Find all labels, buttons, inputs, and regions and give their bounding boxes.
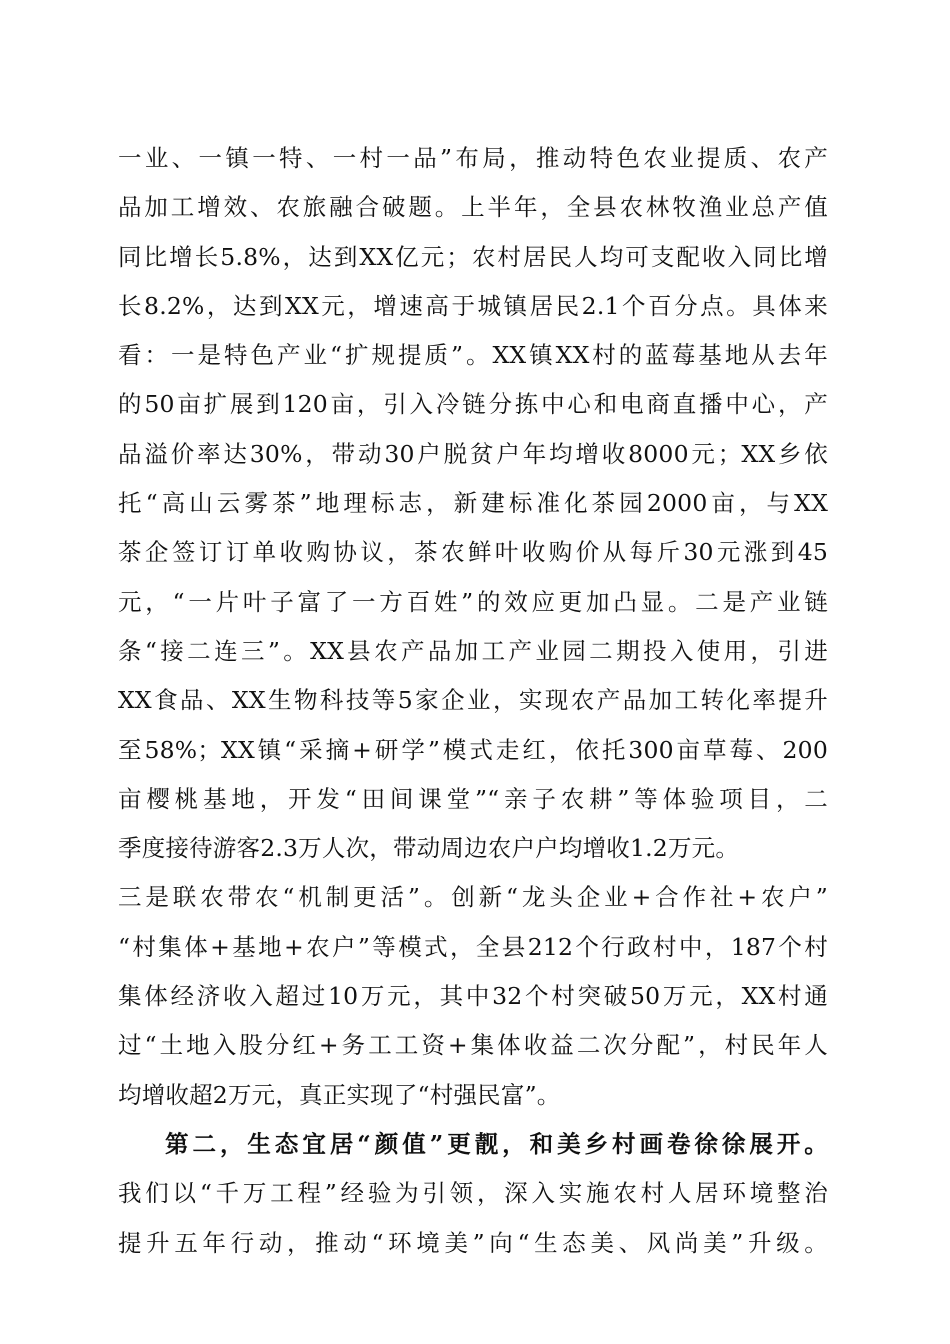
paragraph-line: “村集体+基地+农户”等模式，全县212个行政村中，187个村 [118, 932, 828, 961]
paragraph-line: 季度接待游客2.3万人次，带动周边农户户均增收1.2万元。 [118, 834, 740, 863]
paragraph-line: 看：一是特色产业“扩规提质”。XX镇XX村的蓝莓基地从去年 [118, 341, 828, 370]
paragraph-line: 均增收超2万元，真正实现了“村强民富”。 [118, 1080, 561, 1109]
paragraph-line: 托“高山云雾茶”地理标志，新建标准化茶园2000亩，与XX [118, 489, 828, 518]
section-heading: 第二，生态宜居“颜值”更靓，和美乡村画卷徐徐展开。 [165, 1129, 828, 1158]
body-text [118, 134, 828, 1268]
paragraph-line: 亩樱桃基地，开发“田间课堂”“亲子农耕”等体验项目，二 [118, 784, 828, 813]
paragraph-line: 条“接二连三”。XX县农产品加工产业园二期投入使用，引进 [118, 636, 828, 665]
paragraph-line: 同比增长5.8%，达到XX亿元；农村居民人均可支配收入同比增 [118, 242, 828, 271]
paragraph-line: 提升五年行动，推动“环境美”向“生态美、风尚美”升级。 [118, 1228, 828, 1257]
paragraph-line: 品加工增效、农旅融合破题。上半年，全县农林牧渔业总产值 [118, 193, 828, 222]
paragraph-line: 至58%；XX镇“采摘+研学”模式走红，依托300亩草莓、200 [118, 735, 828, 764]
paragraph-1 [118, 134, 828, 1120]
paragraph-line: 茶企签订订单收购协议，茶农鲜叶收购价从每斤30元涨到45 [118, 538, 828, 567]
paragraph-line: 一业、一镇一特、一村一品”布局，推动特色农业提质、农产 [118, 144, 828, 172]
paragraph-line: 元，“一片叶子富了一方百姓”的效应更加凸显。二是产业链 [118, 587, 828, 616]
paragraph-line: 的50亩扩展到120亩，引入冷链分拣中心和电商直播中心，产 [118, 390, 828, 419]
paragraph-line: 我们以“千万工程”经验为引领，深入实施农村人居环境整治 [118, 1179, 828, 1208]
paragraph-2 [118, 1120, 828, 1268]
paragraph-line: 集体经济收入超过10万元，其中32个村突破50万元，XX村通 [118, 982, 828, 1011]
paragraph-line: 三是联农带农“机制更活”。创新“龙头企业+合作社+农户” [118, 883, 828, 912]
paragraph-line: XX食品、XX生物科技等5家企业，实现农产品加工转化率提升 [118, 686, 828, 715]
paragraph-line: 过“土地入股分红+务工工资+集体收益二次分配”，村民年人 [118, 1031, 828, 1060]
paragraph-line: 品溢价率达30%，带动30户脱贫户年均增收8000元；XX乡依 [118, 439, 828, 468]
paragraph-line: 长8.2%，达到XX元，增速高于城镇居民2.1个百分点。具体来 [118, 291, 828, 320]
